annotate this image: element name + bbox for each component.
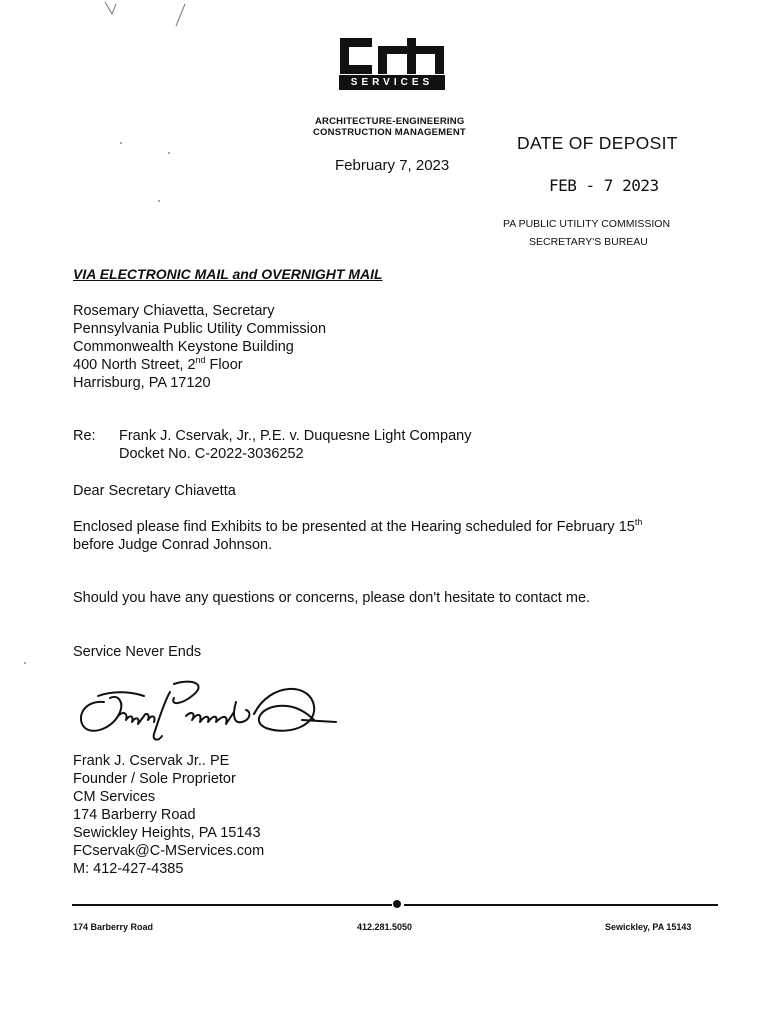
- recipient-street-floor: Floor: [205, 357, 243, 373]
- recipient-street-text: 400 North Street, 2: [73, 357, 196, 373]
- footer-bullet: [393, 900, 401, 908]
- sender-company: CM Services: [73, 789, 156, 805]
- re-docket: Docket No. C-2022-3036252: [119, 446, 304, 462]
- scan-speck: [158, 200, 160, 202]
- footer-rule-right: [404, 904, 718, 906]
- recipient-org: Pennsylvania Public Utility Commission: [73, 321, 327, 337]
- recipient-city: Harrisburg, PA 17120: [73, 375, 211, 391]
- recipient-name: Rosemary Chiavetta, Secretary: [73, 303, 275, 319]
- recipient-building: Commonwealth Keystone Building: [73, 339, 294, 355]
- re-case: Frank J. Cservak, Jr., P.E. v. Duquesne Light Company: [119, 428, 472, 444]
- recipient-address: [73, 302, 326, 392]
- sender-block: [73, 752, 264, 878]
- sender-city: Sewickley Heights, PA 15143: [73, 825, 261, 841]
- tagline-line-1: ARCHITECTURE-ENGINEERING: [315, 116, 465, 127]
- tagline-line-2: CONSTRUCTION MANAGEMENT: [313, 127, 466, 138]
- body-paragraph-1: [73, 518, 642, 536]
- logo-services-label: SERVICES: [339, 75, 445, 90]
- scan-marks: [100, 0, 200, 30]
- body-paragraph-1-text: Enclosed please find Exhibits to be presented at the Hearing scheduled for February 15: [73, 519, 635, 535]
- re-label: Re:: [73, 428, 96, 444]
- recipient-street-ordinal: nd: [195, 355, 206, 366]
- footer-address: 174 Barberry Road: [73, 922, 154, 932]
- sender-name: Frank J. Cservak Jr.. PE: [73, 753, 230, 769]
- body-paragraph-2: Should you have any questions or concerns, please don't hesitate to contact me.: [73, 590, 591, 606]
- scan-speck: [168, 152, 170, 154]
- body-paragraph-1-cont: before Judge Conrad Johnson.: [73, 537, 273, 553]
- sender-title: Founder / Sole Proprietor: [73, 771, 236, 787]
- sender-email: FCservak@C-MServices.com: [73, 843, 265, 859]
- recipient-street: [73, 356, 326, 374]
- footer-city: Sewickley, PA 15143: [605, 922, 692, 932]
- stamp-date: FEB - 7 2023: [549, 176, 659, 195]
- scan-speck: [120, 142, 122, 144]
- sender-mobile: M: 412-427-4385: [73, 861, 184, 877]
- letter-date: February 7, 2023: [335, 157, 450, 174]
- sender-street: 174 Barberry Road: [73, 807, 196, 823]
- salutation: Dear Secretary Chiavetta: [73, 483, 236, 499]
- signature: [74, 672, 344, 750]
- stamp-title: DATE OF DEPOSIT: [517, 133, 678, 153]
- footer-rule-left: [72, 904, 392, 906]
- closing: Service Never Ends: [73, 644, 202, 660]
- footer-phone: 412.281.5050: [357, 922, 413, 932]
- stamp-commission: PA PUBLIC UTILITY COMMISSION: [503, 218, 671, 230]
- delivery-method: VIA ELECTRONIC MAIL and OVERNIGHT MAIL: [73, 266, 383, 282]
- body-paragraph-1-ordinal: th: [634, 517, 643, 528]
- stamp-bureau: SECRETARY'S BUREAU: [529, 236, 648, 248]
- scan-speck: [24, 662, 26, 664]
